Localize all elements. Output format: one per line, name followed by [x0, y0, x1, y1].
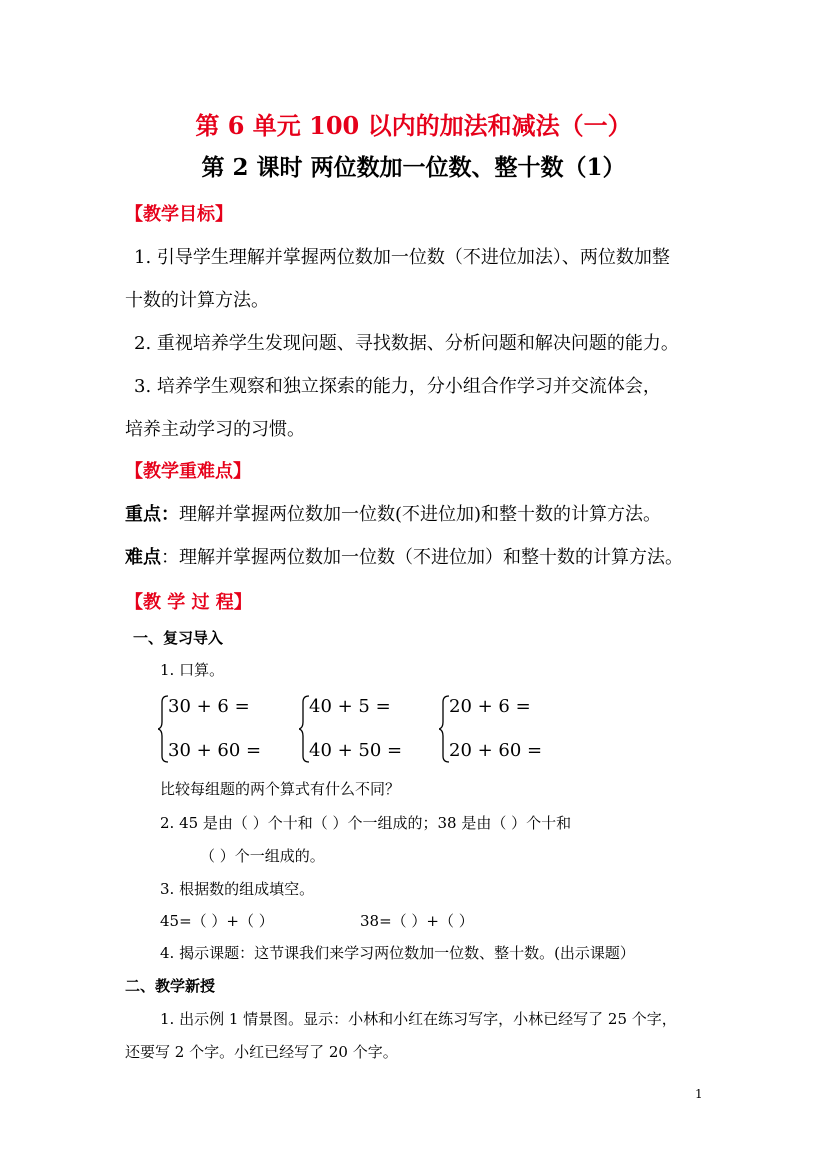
equation-group-2	[299, 694, 409, 764]
goals-heading: 【教学目标】	[125, 204, 233, 225]
difficult-point	[125, 543, 683, 569]
key-point	[125, 500, 661, 526]
oral-calc-label: 1. 口算。	[160, 661, 225, 679]
equation-bottom: 40 + 50 =	[309, 740, 403, 761]
goal-2: 2. 重视培养学生发现问题、寻找数据、分析问题和解决问题的能力。	[134, 333, 679, 354]
new-content-line-2: 还要写 2 个字。小红已经写了 20 个字。	[125, 1043, 398, 1061]
equation-top: 40 + 5 =	[309, 696, 391, 717]
part2-heading: 二、教学新授	[125, 977, 216, 995]
equation-top: 20 + 6 =	[449, 696, 531, 717]
difficult-point-text: ：理解并掌握两位数加一位数（不进位加）和整十数的计算方法。	[161, 547, 683, 568]
unit-title: 第 6 单元 100 以内的加法和减法（一）	[195, 111, 632, 140]
lesson-title: 第 2 课时 两位数加一位数、整十数（1）	[201, 154, 626, 181]
question-4: 4. 揭示课题：这节课我们来学习两位数加一位数、整十数。(出示课题）	[160, 944, 635, 962]
page-number: 1	[695, 1087, 703, 1101]
goal-1-line-1: 1. 引导学生理解并掌握两位数加一位数（不进位加法）、两位数加整	[134, 247, 670, 268]
key-point-label: 重点：	[125, 504, 179, 525]
key-point-text: 理解并掌握两位数加一位数(不进位加)和整十数的计算方法。	[179, 504, 662, 525]
question-3-fill-b: 38=（ ）+（ ）	[360, 912, 474, 930]
difficult-point-label: 难点	[125, 547, 161, 568]
question-3: 3. 根据数的组成填空。	[160, 880, 315, 898]
question-3-fill-a: 45=（ ）+（ ）	[160, 912, 274, 930]
part1-heading: 一、复习导入	[133, 629, 224, 647]
question-2-line-1: 2. 45 是由（ ）个十和（ ）个一组成的；38 是由（ ）个十和	[160, 814, 572, 832]
goal-1-line-2: 十数的计算方法。	[125, 290, 269, 311]
equation-group-3	[439, 694, 549, 764]
keypoints-heading: 【教学重难点】	[125, 461, 251, 482]
goal-3-line-2: 培养主动学习的习惯。	[125, 419, 305, 440]
compare-question: 比较每组题的两个算式有什么不同？	[160, 780, 401, 798]
goal-3-line-1: 3. 培养学生观察和独立探索的能力，分小组合作学习并交流体会，	[134, 376, 661, 397]
question-2-line-2: （ ）个一组成的。	[200, 847, 325, 865]
equation-bottom: 30 + 60 =	[168, 740, 262, 761]
new-content-line-1: 1. 出示例 1 情景图。显示：小林和小红在练习写字，小林已经写了 25 个字，	[160, 1010, 677, 1028]
process-heading: 【教 学 过 程】	[125, 592, 252, 613]
equation-group-1	[158, 694, 268, 764]
equation-top: 30 + 6 =	[168, 696, 250, 717]
equation-bottom: 20 + 60 =	[449, 740, 543, 761]
